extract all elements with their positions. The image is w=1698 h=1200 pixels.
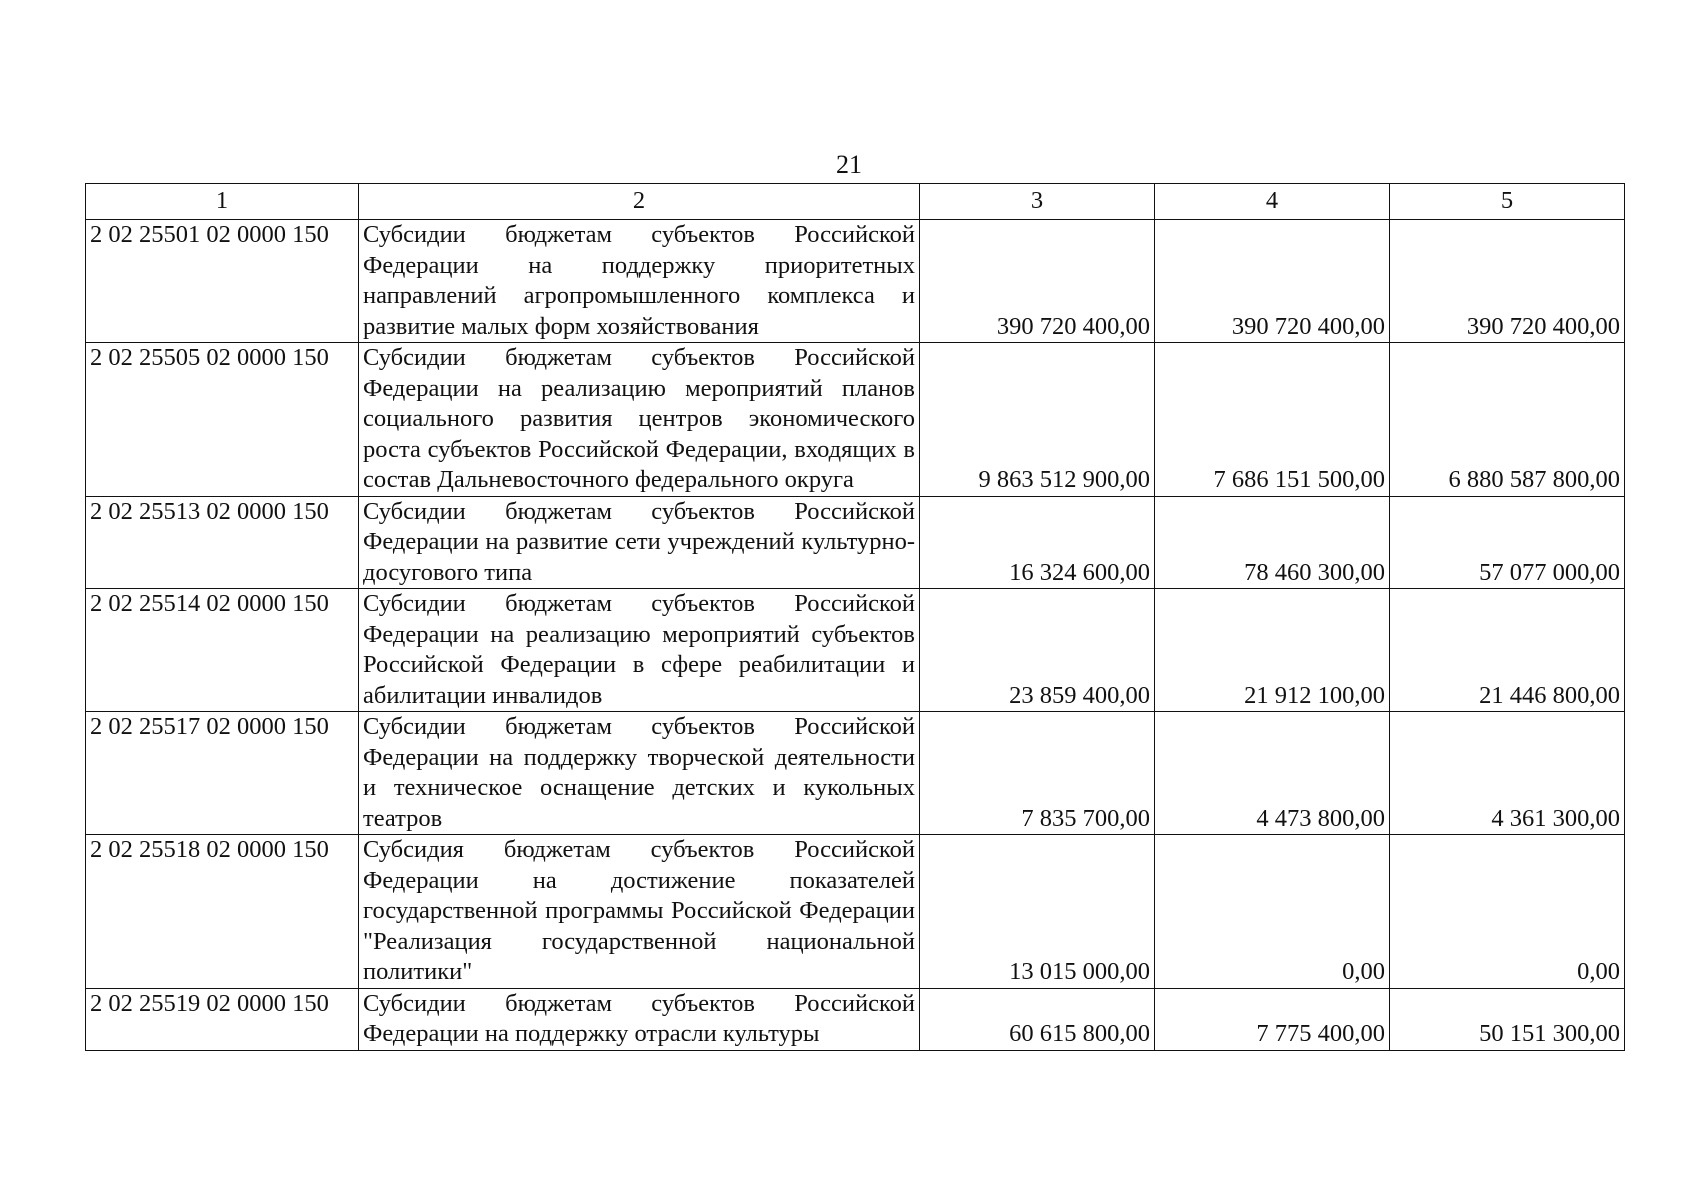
column-header-1: 1 xyxy=(86,184,359,220)
amount-col5-cell: 0,00 xyxy=(1390,835,1625,989)
amount-col5-cell: 50 151 300,00 xyxy=(1390,988,1625,1050)
description-cell: Субсидии бюджетам субъектов Российской Федерации на поддержку приоритетных направлений агропромышленного комплекса и развитие малых форм хозяйствования xyxy=(359,220,920,343)
table-row xyxy=(86,220,1625,343)
description-cell: Субсидии бюджетам субъектов Российской Федерации на реализацию мероприятий планов социального развития центров экономического роста субъектов Российской Федерации, входящих в состав Дальневосточного федерального округа xyxy=(359,343,920,497)
description-cell: Субсидии бюджетам субъектов Российской Федерации на реализацию мероприятий субъектов Российской Федерации в сфере реабилитации и абилитации инвалидов xyxy=(359,589,920,712)
budget-table xyxy=(85,183,1625,1051)
description-cell: Субсидии бюджетам субъектов Российской Федерации на поддержку творческой деятельности и техническое оснащение детских и кукольных театров xyxy=(359,712,920,835)
column-header-2: 2 xyxy=(359,184,920,220)
amount-col5-cell: 6 880 587 800,00 xyxy=(1390,343,1625,497)
amount-col3-cell: 60 615 800,00 xyxy=(920,988,1155,1050)
table-row xyxy=(86,835,1625,989)
table-row xyxy=(86,343,1625,497)
amount-col3-cell: 13 015 000,00 xyxy=(920,835,1155,989)
amount-col4-cell: 21 912 100,00 xyxy=(1155,589,1390,712)
budget-code-cell: 2 02 25501 02 0000 150 xyxy=(86,220,359,343)
table-row xyxy=(86,589,1625,712)
column-header-4: 4 xyxy=(1155,184,1390,220)
column-header-5: 5 xyxy=(1390,184,1625,220)
amount-col4-cell: 390 720 400,00 xyxy=(1155,220,1390,343)
table-header-row xyxy=(86,184,1625,220)
budget-code-cell: 2 02 25505 02 0000 150 xyxy=(86,343,359,497)
amount-col5-cell: 21 446 800,00 xyxy=(1390,589,1625,712)
amount-col3-cell: 16 324 600,00 xyxy=(920,496,1155,589)
amount-col3-cell: 23 859 400,00 xyxy=(920,589,1155,712)
budget-code-cell: 2 02 25513 02 0000 150 xyxy=(86,496,359,589)
amount-col4-cell: 7 686 151 500,00 xyxy=(1155,343,1390,497)
description-cell: Субсидия бюджетам субъектов Российской Федерации на достижение показателей государственной программы Российской Федерации "Реализация государственной национальной политики" xyxy=(359,835,920,989)
amount-col5-cell: 4 361 300,00 xyxy=(1390,712,1625,835)
table-row xyxy=(86,712,1625,835)
amount-col3-cell: 7 835 700,00 xyxy=(920,712,1155,835)
amount-col4-cell: 0,00 xyxy=(1155,835,1390,989)
amount-col5-cell: 390 720 400,00 xyxy=(1390,220,1625,343)
budget-code-cell: 2 02 25517 02 0000 150 xyxy=(86,712,359,835)
table-row xyxy=(86,988,1625,1050)
amount-col3-cell: 390 720 400,00 xyxy=(920,220,1155,343)
description-cell: Субсидии бюджетам субъектов Российской Федерации на развитие сети учреждений культурно-досугового типа xyxy=(359,496,920,589)
amount-col3-cell: 9 863 512 900,00 xyxy=(920,343,1155,497)
budget-code-cell: 2 02 25518 02 0000 150 xyxy=(86,835,359,989)
column-header-3: 3 xyxy=(920,184,1155,220)
table-row xyxy=(86,496,1625,589)
amount-col4-cell: 4 473 800,00 xyxy=(1155,712,1390,835)
budget-code-cell: 2 02 25519 02 0000 150 xyxy=(86,988,359,1050)
amount-col5-cell: 57 077 000,00 xyxy=(1390,496,1625,589)
page-number: 21 xyxy=(836,150,862,179)
budget-code-cell: 2 02 25514 02 0000 150 xyxy=(86,589,359,712)
description-cell: Субсидии бюджетам субъектов Российской Федерации на поддержку отрасли культуры xyxy=(359,988,920,1050)
amount-col4-cell: 7 775 400,00 xyxy=(1155,988,1390,1050)
amount-col4-cell: 78 460 300,00 xyxy=(1155,496,1390,589)
